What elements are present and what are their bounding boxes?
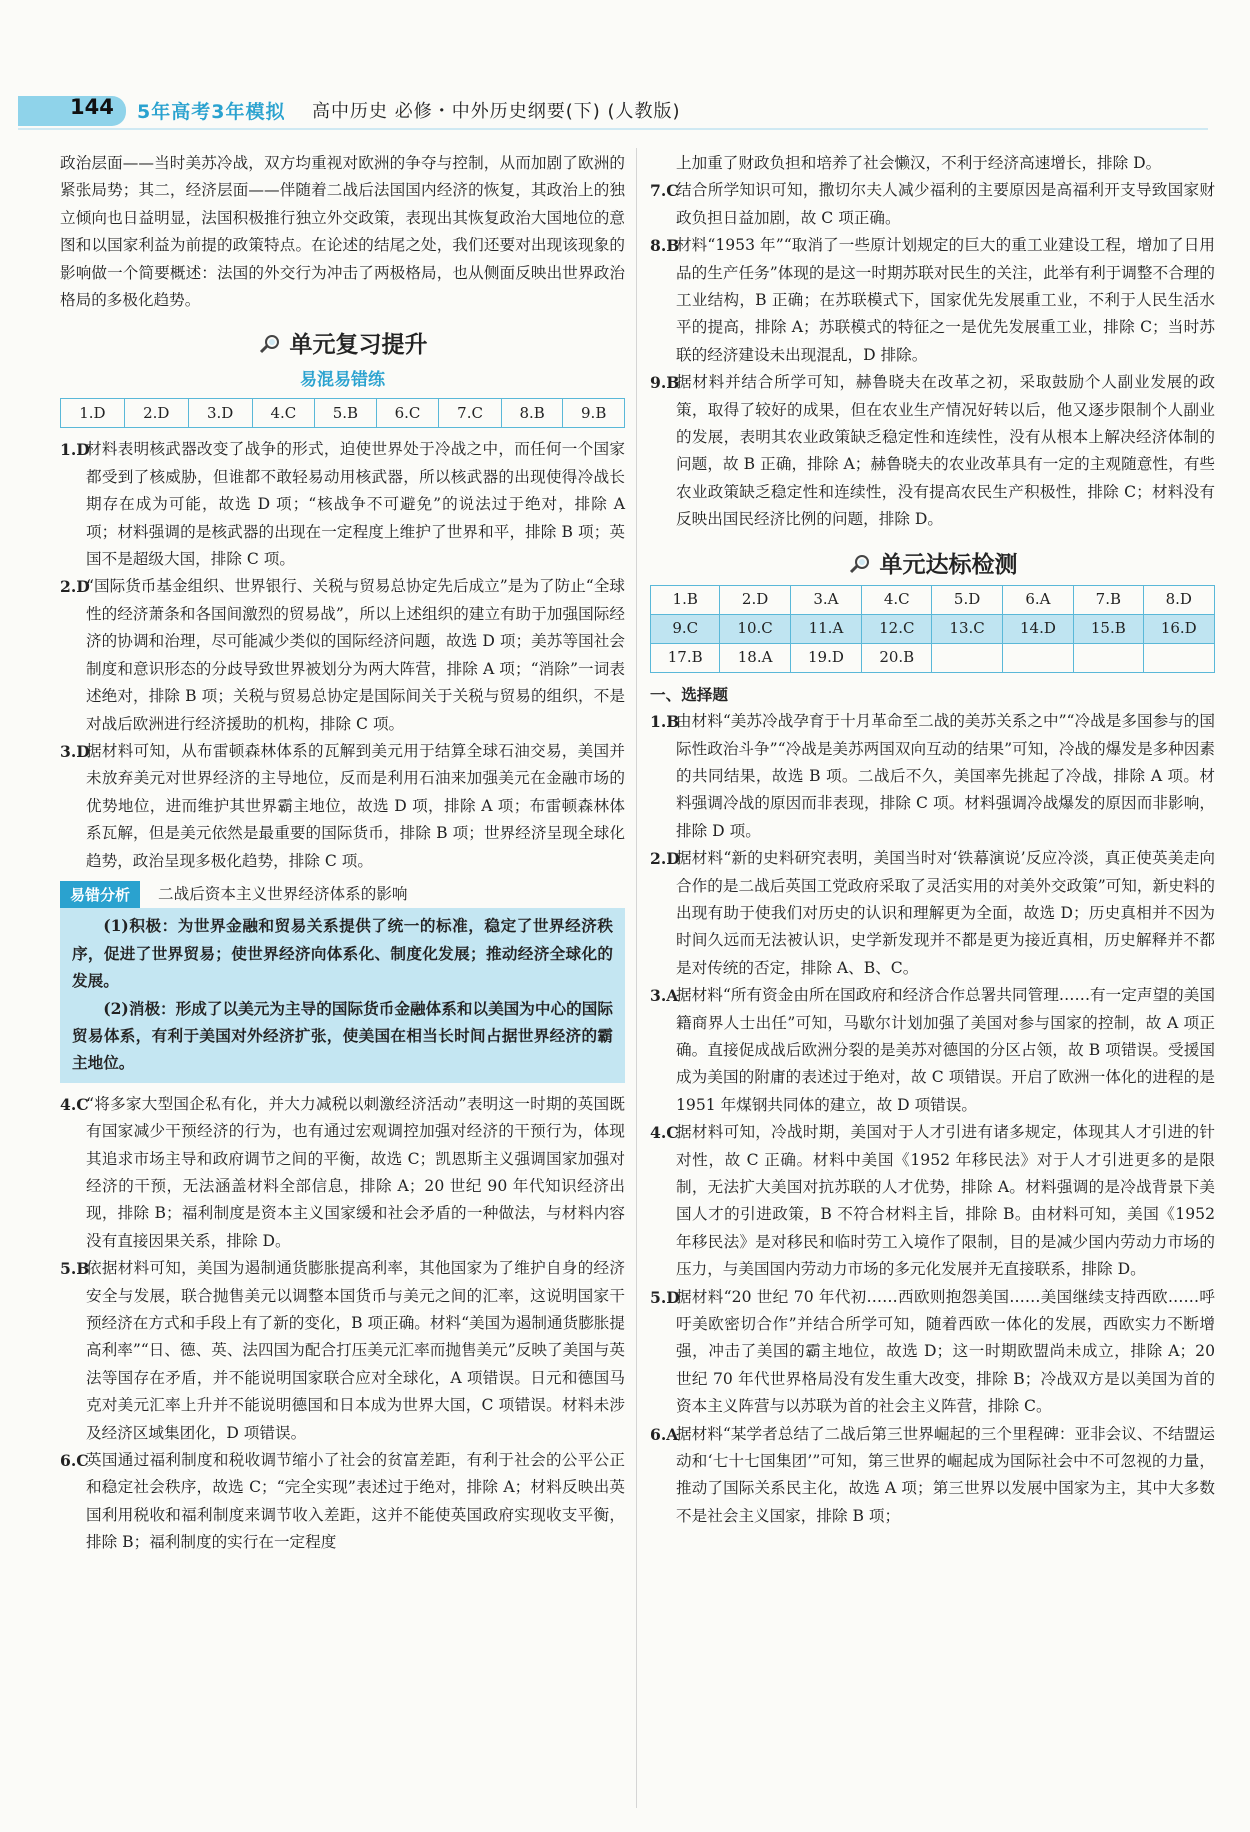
page-header <box>0 0 1250 140</box>
answer-cell <box>1143 643 1214 672</box>
magnifier-icon <box>848 553 874 575</box>
answer-cell: 19.D <box>790 643 861 672</box>
answer-explanation: 3.A 据材料“所有资金由所在国政府和经济合作总署共同管理……有一定声望的美国籍商界人士出任”可知，马歇尔计划加强了美国对参与国家的控制，故 A 项正确。直接促成战后欧洲分裂的是美苏对德国的分区占领，故 B 项错误。受援国成为美国的附庸的表述过于绝对，故 C 项错误。开启了欧洲一体化的进程的是 1951 年煤钢共同体的建立，故 D 项错误。 <box>650 986 1215 1114</box>
note-paragraph: (2)消极：形成了以美元为主导的国际货币金融体系和以美国为中心的国际贸易体系，有利于美国对外经济扩张，使美国在相当长时间占据世界经济的霸主地位。 <box>72 998 613 1073</box>
answer-cell: 6.A <box>1002 585 1073 614</box>
brand-title: 5年高考3年模拟 <box>137 101 286 123</box>
answer-cell: 8.B <box>501 399 563 428</box>
answer-cell: 17.B <box>651 643 720 672</box>
answer-cell: 7.C <box>439 399 502 428</box>
answer-cell: 3.A <box>790 585 861 614</box>
answer-cell: 5.D <box>932 585 1002 614</box>
answer-cell: 20.B <box>862 643 932 672</box>
section-title-test: 单元达标检测 <box>650 546 1215 579</box>
answer-cell: 4.C <box>252 399 315 428</box>
answer-cell: 3.D <box>188 399 252 428</box>
error-analysis-topic: 二战后资本主义世界经济体系的影响 <box>158 884 408 903</box>
answer-table-review <box>60 398 625 428</box>
answer-cell: 1.B <box>651 585 720 614</box>
column-divider <box>636 148 637 1808</box>
answer-cell: 1.D <box>61 399 125 428</box>
answer-explanation: 8.B 材料“1953 年”“取消了一些原计划规定的巨大的重工业建设工程，增加了日用品的生产任务”体现的是这一时期苏联对民生的关注，此举有利于调整不合理的工业结构，B 正确；在苏联模式下，国家优先发展重工业，不利于人民生活水平的提高，排除 A；苏联模式的特征之一是优先发展重工业，排除 C；当时苏联的经济建设未出现混乱，D 排除。 <box>650 236 1215 364</box>
answer-cell: 11.A <box>790 614 861 643</box>
answer-cell: 10.C <box>720 614 790 643</box>
answer-cell <box>1002 643 1073 672</box>
left-column <box>60 150 625 1557</box>
intro-paragraph: 政治层面——当时美苏冷战，双方均重视对欧洲的争夺与控制，从而加剧了欧洲的紧张局势；其二，经济层面——伴随着二战后法国国内经济的恢复，其政治上的独立倾向也日益明显，法国积极推行独立外交政策，表现出其恢复政治大国地位的意图和以国家利益为前提的政策特点。在论述的结尾之处，我们还要对出现该现象的影响做一个简要概述：法国的外交行为冲击了两极格局，也从侧面反映出世界政治格局的多极化趋势。 <box>60 154 625 310</box>
answer-cell: 9.C <box>651 614 720 643</box>
answer-explanation: 5.B 依据材料可知，美国为遏制通货膨胀提高利率，其他国家为了维护自身的经济安全与发展，联合抛售美元以调整本国货币与美元之间的汇率，这说明国家干预经济在方式和手段上有了新的变化，B 项正确。材料“美国为遏制通货膨胀提高利率”“日、德、英、法四国为配合打压美元汇率而抛售美元”反映了美国与英法等国存在矛盾，并不能说明国家联合应对全球化，A 项错误。日元和德国马克对美元汇率上升并不能说明德国和日本成为世界大国，C 项错误。材料未涉及经济区域集团化，D 项错误。 <box>60 1259 625 1442</box>
header-rule <box>18 128 1208 130</box>
answer-cell: 15.B <box>1074 614 1143 643</box>
right-column <box>650 150 1215 1530</box>
answer-cell: 4.C <box>862 585 932 614</box>
answer-explanation: 6.A 据材料“某学者总结了二战后第三世界崛起的三个里程碑：亚非会议、不结盟运动和‘七十七国集团’”可知，第三世界的崛起成为国际社会中不可忽视的力量，推动了国际关系民主化，故选 A 项；第三世界以发展中国家为主，其中大多数不是社会主义国家，排除 B 项； <box>650 1424 1215 1525</box>
answer-cell: 2.D <box>720 585 790 614</box>
answer-cell: 13.C <box>932 614 1002 643</box>
sub-title: 易混易错练 <box>300 370 385 391</box>
answer-explanation: 9.B 据材料并结合所学可知，赫鲁晓夫在改革之初，采取鼓励个人副业发展的政策，取得了较好的成果，但在农业生产情况好转以后，他又逐步限制个人副业的发展，表明其农业政策缺乏稳定性和连续性，没有从根本上解决经济体制的问题，故 B 正确，排除 A；赫鲁晓夫的农业改革具有一定的主观随意性，有些农业政策缺乏稳定性和连续性，没有提高农民生产积极性，排除 C；材料没有反映出国民经济比例的问题，排除 D。 <box>650 373 1215 529</box>
answer-cell <box>1074 643 1143 672</box>
answer-cell: 2.D <box>124 399 188 428</box>
subject-title: 高中历史 必修・中外历史纲要(下) (人教版) <box>312 101 681 122</box>
answer-cell: 14.D <box>1002 614 1073 643</box>
answer-explanation: 4.C 据材料可知，冷战时期，美国对于人才引进有诸多规定，体现其人才引进的针对性，故 C 正确。材料中美国《1952 年移民法》对于人才引进更多的是限制，无法扩大美国对抗苏联的人才优势，排除 A。材料强调的是冷战背景下美国人才的引进政策，B 不符合材料主旨，排除 B。由材料可知，美国《1952 年移民法》是对移民和临时劳工入境作了限制，目的是减少国内劳动力市场的压力，与美国国内劳动力市场的多元化发展并无直接联系，排除 D。 <box>650 1123 1215 1279</box>
magnifier-icon <box>258 333 284 355</box>
answer-cell: 16.D <box>1143 614 1214 643</box>
answer-cell: 6.C <box>376 399 439 428</box>
answer-explanation: 6.C 英国通过福利制度和税收调节缩小了社会的贫富差距，有利于社会的公平公正和稳定社会秩序，故选 C；“完全实现”表述过于绝对，排除 A；材料反映出英国利用税收和福利制度来调节收入差距，这并不能使英国政府实现收支平衡，排除 B；福利制度的实行在一定程度 <box>60 1451 625 1552</box>
answer-cell <box>932 643 1002 672</box>
section-title-review: 单元复习提升 <box>60 326 625 359</box>
page-number: 144 <box>70 95 114 119</box>
answer-explanation: 5.D 据材料“20 世纪 70 年代初……西欧则抱怨美国……美国继续支持西欧……呼吁美欧密切合作”并结合所学可知，随着西欧一体化的发展，西欧实力不断增强，冲击了美国的霸主地位，故选 D；这一时期欧盟尚未成立，排除 A；20 世纪 70 年代世界格局没有发生重大改变，排除 B；冷战双方是以美国为首的资本主义阵营与以苏联为首的社会主义阵营，排除 C。 <box>650 1287 1215 1416</box>
answer-explanation: 2.D “国际货币基金组织、世界银行、关税与贸易总协定先后成立”是为了防止“全球性的经济萧条和各国间激烈的贸易战”，所以上述组织的建立有助于加强国际经济的协调和治理，尽可能减少类似的国际经济问题，故选 D 项；美苏等国社会制度和意识形态的分歧导致世界被划分为两大阵营，排除 A 项；“消除”一词表述绝对，排除 B 项；关税与贸易总协定是国际间关于关税与贸易的组织，不是对战后欧洲进行经济援助的机构，排除 C 项。 <box>60 577 625 733</box>
answer-cell: 18.A <box>720 643 790 672</box>
answer-explanation: 1.B 由材料“美苏冷战孕育于十月革命至二战的美苏关系之中”“冷战是多国参与的国际性政治斗争”“冷战是美苏两国双向互动的结果”可知，冷战的爆发是多种因素的共同结果，故选 B 项。二战后不久，美国率先挑起了冷战，排除 A 项。材料强调冷战的原因而非表现，排除 C 项。材料强调冷战爆发的原因而非影响，排除 D 项。 <box>650 712 1215 840</box>
answer-cell: 9.B <box>563 399 625 428</box>
section-label: 一、选择题 <box>650 684 728 704</box>
answer-cell: 5.B <box>315 399 377 428</box>
answer-explanation: 1.D 材料表明核武器改变了战争的形式，迫使世界处于冷战之中，而任何一个国家都受到了核威胁，但谁都不敢轻易动用核武器，所以核武器的出现使得冷战长期存在成为可能，故选 D 项；“核战争不可避免”的说法过于绝对，排除 A 项；材料强调的是核武器的出现在一定程度上维护了世界和平，排除 B 项；英国不是超级大国，排除 C 项。 <box>60 440 625 569</box>
answer-cell: 7.B <box>1074 585 1143 614</box>
answer-table-test <box>650 585 1215 673</box>
answer-explanation: 3.D 据材料可知，从布雷顿森林体系的瓦解到美元用于结算全球石油交易，美国并未放弃美元对世界经济的主导地位，反而是利用石油来加强美元在金融市场的优势地位，进而维护其世界霸主地位，故选 D 项，排除 A 项；布雷顿森林体系瓦解，但是美元依然是最重要的国际货币，排除 B 项；世界经济呈现全球化趋势，政治呈现多极化趋势，排除 C 项。 <box>60 741 625 870</box>
error-analysis-box <box>60 881 625 1083</box>
answer-cell: 8.D <box>1143 585 1214 614</box>
answer-cell: 12.C <box>862 614 932 643</box>
error-analysis-tag: 易错分析 <box>60 881 140 908</box>
note-paragraph: (1)积极：为世界金融和贸易关系提供了统一的标准，稳定了世界经济秩序，促进了世界贸易；使世界经济向体系化、制度化发展；推动经济全球化的发展。 <box>72 916 613 991</box>
answer-explanation: 7.C 结合所学知识可知，撒切尔夫人减少福利的主要原因是高福利开支导致国家财政负担日益加剧，故 C 项正确。 <box>650 181 1215 227</box>
continued-text: 上加重了财政负担和培养了社会懒汉，不利于经济高速增长，排除 D。 <box>676 154 1162 172</box>
answer-explanation: 2.D 据材料“新的史料研究表明，美国当时对‘铁幕演说’反应冷淡，真正使英美走向合作的是二战后英国工党政府采取了灵活实用的对美外交政策”可知，新史料的出现有助于使我们对历史的认识和理解更为全面，故选 D；历史真相并不因为时间久远而无法被认识，史学新发现并不都是更为接近真相，历史解释并不都是对传统的否定，排除 A、B、C。 <box>650 849 1215 977</box>
answer-explanation: 4.C “将多家大型国企私有化，并大力减税以刺激经济活动”表明这一时期的英国既有国家减少干预经济的行为，也有通过宏观调控加强对经济的干预行为，体现其追求市场主导和政府调节之间的平衡，故选 C；凯恩斯主义强调国家加强对经济的干预，无法涵盖材料全部信息，排除 A；20 世纪 90 年代知识经济出现，排除 B；福利制度是资本主义国家缓和社会矛盾的一种做法，与材料内容没有直接因果关系，排除 D。 <box>60 1094 625 1250</box>
